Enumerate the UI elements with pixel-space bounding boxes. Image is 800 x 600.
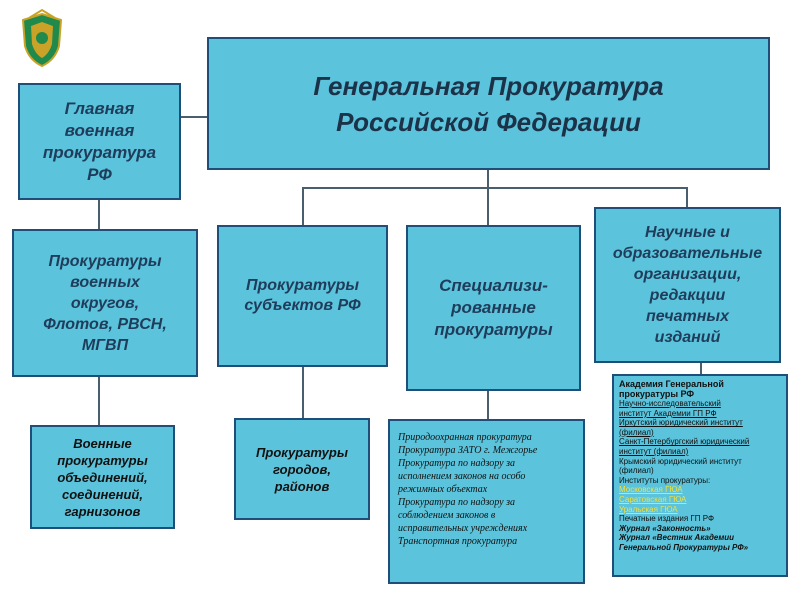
city-district-prosecutors-box <box>234 418 370 520</box>
list-item: Крымский юридический институт <box>619 456 742 466</box>
list-item: Печатные издания ГП РФ <box>619 514 715 524</box>
pvo-line: Флотов, РВСН, <box>43 315 167 333</box>
list-item: Прокуратура по надзору за <box>398 458 515 469</box>
pvo-line: Прокуратуры <box>48 252 162 270</box>
gvp-line: прокуратура <box>42 142 157 162</box>
pgr-line: городов, <box>273 461 331 477</box>
psrf-line: Прокуратуры <box>245 277 360 294</box>
list-item: Природоохранная прокуратура <box>398 432 532 443</box>
list-item: исполнением законов на особо <box>398 471 526 482</box>
nauk-line: редакции <box>649 287 726 304</box>
specialized-prosecutors-box <box>406 225 581 391</box>
general-prosecutor-box <box>207 37 770 170</box>
psrf-line: субъектов РФ <box>244 297 361 314</box>
gvp-line: военная <box>64 120 135 140</box>
connector-pvo-to-vpo <box>98 377 100 425</box>
nauk-line: Научные и <box>645 224 730 241</box>
pgr-line: районов <box>274 478 330 494</box>
list-item: исправительных учреждениях <box>398 523 528 534</box>
connector-bus-to-psrf <box>302 187 304 225</box>
nauk-line: печатных <box>646 308 729 325</box>
military-district-prosecutors-box <box>12 229 198 377</box>
nauk-line: организации, <box>633 266 742 283</box>
vpo-line: прокуратуры <box>57 452 148 468</box>
vpo-line: объединений, <box>57 469 148 485</box>
list-item: режимных объектах <box>398 484 488 495</box>
pvo-line: округов, <box>70 294 140 312</box>
connector-horizontal-bus <box>302 187 687 189</box>
list-item: институт Академии ГП РФ <box>619 408 717 418</box>
institute-link[interactable]: Уральская ГЮА <box>619 504 678 514</box>
pgr-line: Прокуратуры <box>256 444 348 460</box>
nauk-line: образовательные <box>612 245 763 262</box>
list-item: соблюдением законов в <box>398 510 496 521</box>
institute-link[interactable]: Саратовская ГЮА <box>619 494 687 504</box>
list-item: Иркутский юридический институт <box>619 418 743 428</box>
specialized-prosecutors-list <box>388 419 585 584</box>
list-item: институт (филиал) <box>619 446 689 456</box>
connector-spec-to-list <box>487 391 489 419</box>
spec-line: рованные <box>451 298 536 317</box>
spec-line: Специализи- <box>439 276 548 295</box>
main-military-prosecutor-box <box>18 83 181 200</box>
root-title-line-1: Генеральная Прокуратура <box>313 70 664 101</box>
list-item: Институты прокуратуры: <box>619 475 711 485</box>
list-item: Научно-исследовательский <box>619 399 721 408</box>
military-units-prosecutors-box <box>30 425 175 529</box>
pvo-line: МГВП <box>81 336 129 354</box>
connector-root-to-gvp <box>181 116 208 118</box>
journal-item: Журнал «Законность» <box>619 523 711 533</box>
spec-line: прокуратуры <box>434 320 553 339</box>
pvo-line: военных <box>70 273 140 291</box>
connector-nauk-to-list <box>700 363 702 374</box>
journal-item: Журнал «Вестник Академии <box>619 533 735 543</box>
institute-link[interactable]: Московская ГЮА <box>619 485 683 495</box>
gvp-line: РФ <box>87 164 112 184</box>
list-item: Прокуратура ЗАТО г. Межгорье <box>398 445 538 456</box>
connector-bus-to-nauk <box>686 187 688 207</box>
academy-title: Академия Генеральной <box>619 379 724 389</box>
list-item: Санкт-Петербургский юридический <box>619 437 750 447</box>
gvp-line: Главная <box>64 98 135 118</box>
regional-prosecutors-box <box>217 225 388 367</box>
prosecutor-emblem-icon <box>17 8 67 68</box>
vpo-line: Военные <box>73 435 132 451</box>
connector-root-trunk <box>487 170 489 188</box>
root-title-line-2: Российской Федерации <box>336 106 641 137</box>
scientific-educational-box <box>594 207 781 363</box>
vpo-line: гарнизонов <box>64 503 141 519</box>
scientific-organizations-list <box>612 374 788 577</box>
vpo-line: соединений, <box>62 486 143 502</box>
list-item: Транспортная прокуратура <box>398 536 518 547</box>
nauk-line: изданий <box>654 329 721 346</box>
list-item: (филиал) <box>619 466 654 476</box>
journal-item: Генеральной Прокуратуры РФ» <box>619 542 749 552</box>
connector-psrf-to-pgr <box>302 367 304 418</box>
connector-bus-to-spec <box>487 187 489 225</box>
academy-title: прокуратуры РФ <box>619 389 695 399</box>
connector-gvp-to-pvo <box>98 200 100 229</box>
list-item: Прокуратура по надзору за <box>398 497 515 508</box>
list-item: (филиал) <box>619 427 654 437</box>
